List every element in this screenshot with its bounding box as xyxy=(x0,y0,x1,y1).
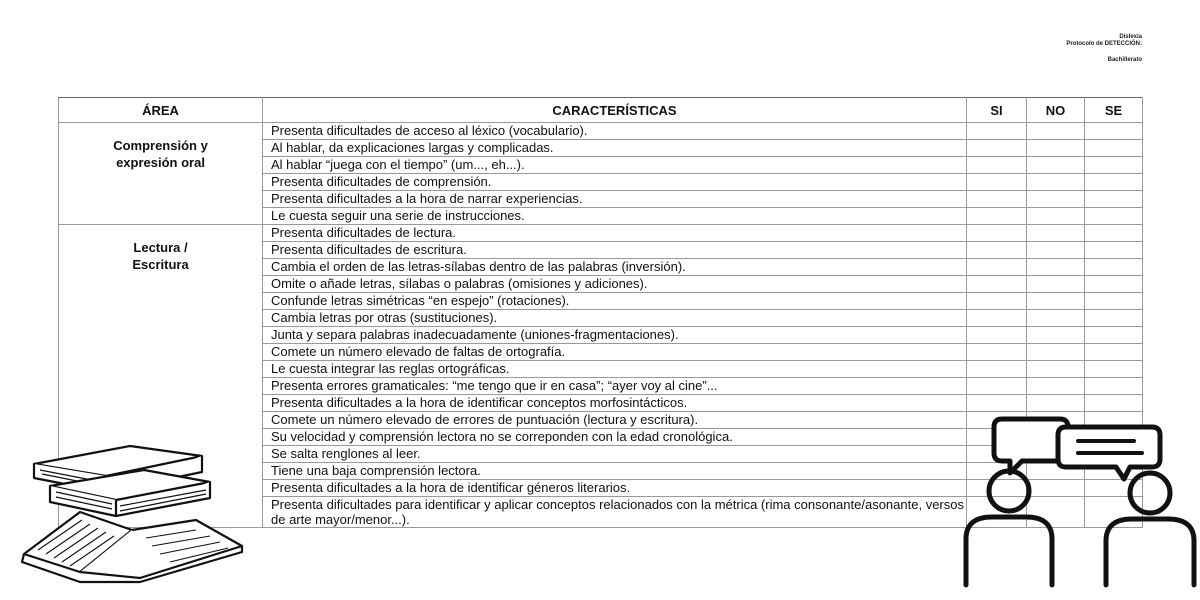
check-cell-se[interactable] xyxy=(1085,327,1143,344)
check-cell-si[interactable] xyxy=(967,361,1027,378)
check-cell-se[interactable] xyxy=(1085,293,1143,310)
check-cell-no[interactable] xyxy=(1027,157,1085,174)
check-cell-se[interactable] xyxy=(1085,191,1143,208)
header-protocol: Protocolo de DETECCIÓN: xyxy=(1066,41,1142,47)
check-cell-si[interactable] xyxy=(967,174,1027,191)
check-cell-no[interactable] xyxy=(1027,293,1085,310)
check-cell-no[interactable] xyxy=(1027,310,1085,327)
characteristic-cell: Comete un número elevado de errores de puntuación (lectura y escritura). xyxy=(263,412,967,429)
characteristic-cell: Se salta renglones al leer. xyxy=(263,446,967,463)
check-cell-se[interactable] xyxy=(1085,395,1143,412)
characteristic-cell: Cambia letras por otras (sustituciones). xyxy=(263,310,967,327)
area-label-line2: Escritura xyxy=(132,257,189,272)
check-cell-no[interactable] xyxy=(1027,259,1085,276)
col-si: SI xyxy=(967,98,1027,123)
area-label-line2: expresión oral xyxy=(116,155,205,170)
check-cell-se[interactable] xyxy=(1085,208,1143,225)
characteristic-cell: Cambia el orden de las letras-sílabas dentro de las palabras (inversión). xyxy=(263,259,967,276)
check-cell-se[interactable] xyxy=(1085,174,1143,191)
characteristic-cell: Le cuesta seguir una serie de instrucciones. xyxy=(263,208,967,225)
check-cell-se[interactable] xyxy=(1085,276,1143,293)
check-cell-si[interactable] xyxy=(967,276,1027,293)
check-cell-se[interactable] xyxy=(1085,123,1143,140)
col-caracteristicas: CARACTERÍSTICAS xyxy=(263,98,967,123)
area-cell xyxy=(59,123,263,225)
header-level: Bachillerato xyxy=(1107,57,1142,63)
check-cell-si[interactable] xyxy=(967,395,1027,412)
area-label-line1: Comprensión y xyxy=(113,138,208,153)
check-cell-si[interactable] xyxy=(967,140,1027,157)
check-cell-no[interactable] xyxy=(1027,344,1085,361)
check-cell-no[interactable] xyxy=(1027,327,1085,344)
check-cell-se[interactable] xyxy=(1085,225,1143,242)
check-cell-si[interactable] xyxy=(967,208,1027,225)
characteristic-cell: Le cuesta integrar las reglas ortográficas. xyxy=(263,361,967,378)
table-row xyxy=(59,123,1143,140)
check-cell-no[interactable] xyxy=(1027,378,1085,395)
characteristic-cell: Presenta dificultades de acceso al léxico (vocabulario). xyxy=(263,123,967,140)
document-header xyxy=(1066,34,1142,64)
check-cell-si[interactable] xyxy=(967,378,1027,395)
characteristic-cell: Al hablar, da explicaciones largas y complicadas. xyxy=(263,140,967,157)
check-cell-no[interactable] xyxy=(1027,174,1085,191)
characteristic-cell: Su velocidad y comprensión lectora no se correponden con la edad cronológica. xyxy=(263,429,967,446)
col-se: SE xyxy=(1085,98,1143,123)
header-title: Dislexia xyxy=(1119,34,1142,40)
check-cell-se[interactable] xyxy=(1085,378,1143,395)
check-cell-si[interactable] xyxy=(967,310,1027,327)
col-area: ÁREA xyxy=(59,98,263,123)
check-cell-no[interactable] xyxy=(1027,140,1085,157)
characteristic-cell: Presenta dificultades para identificar y aplicar conceptos relacionados con la métrica (rima consonante/asonante, versos de arte mayor/menor...). xyxy=(263,497,967,528)
check-cell-no[interactable] xyxy=(1027,361,1085,378)
characteristic-cell: Tiene una baja comprensión lectora. xyxy=(263,463,967,480)
characteristic-cell: Presenta dificultades de escritura. xyxy=(263,242,967,259)
conversation-icon xyxy=(962,413,1198,589)
col-no: NO xyxy=(1027,98,1085,123)
table-row xyxy=(59,225,1143,242)
characteristic-cell: Presenta dificultades a la hora de narrar experiencias. xyxy=(263,191,967,208)
characteristic-cell: Al hablar “juega con el tiempo” (um..., eh...). xyxy=(263,157,967,174)
books-icon xyxy=(20,442,246,584)
characteristic-cell: Presenta dificultades a la hora de identificar géneros literarios. xyxy=(263,480,967,497)
check-cell-se[interactable] xyxy=(1085,344,1143,361)
check-cell-si[interactable] xyxy=(967,157,1027,174)
check-cell-no[interactable] xyxy=(1027,208,1085,225)
check-cell-no[interactable] xyxy=(1027,123,1085,140)
check-cell-no[interactable] xyxy=(1027,395,1085,412)
check-cell-si[interactable] xyxy=(967,123,1027,140)
check-cell-se[interactable] xyxy=(1085,361,1143,378)
check-cell-se[interactable] xyxy=(1085,259,1143,276)
check-cell-si[interactable] xyxy=(967,293,1027,310)
check-cell-se[interactable] xyxy=(1085,140,1143,157)
check-cell-si[interactable] xyxy=(967,225,1027,242)
check-cell-no[interactable] xyxy=(1027,242,1085,259)
characteristic-cell: Comete un número elevado de faltas de ortografía. xyxy=(263,344,967,361)
table-header-row xyxy=(59,98,1143,123)
check-cell-se[interactable] xyxy=(1085,242,1143,259)
check-cell-si[interactable] xyxy=(967,344,1027,361)
characteristic-cell: Presenta dificultades de comprensión. xyxy=(263,174,967,191)
check-cell-si[interactable] xyxy=(967,242,1027,259)
characteristic-cell: Junta y separa palabras inadecuadamente (uniones-fragmentaciones). xyxy=(263,327,967,344)
area-label-line1: Lectura / xyxy=(133,240,188,255)
characteristic-cell: Presenta dificultades a la hora de identificar conceptos morfosintácticos. xyxy=(263,395,967,412)
check-cell-si[interactable] xyxy=(967,259,1027,276)
check-cell-se[interactable] xyxy=(1085,310,1143,327)
characteristic-cell: Confunde letras simétricas “en espejo” (rotaciones). xyxy=(263,293,967,310)
check-cell-no[interactable] xyxy=(1027,191,1085,208)
characteristic-cell: Presenta dificultades de lectura. xyxy=(263,225,967,242)
check-cell-si[interactable] xyxy=(967,327,1027,344)
characteristic-cell: Presenta errores gramaticales: “me tengo que ir en casa”; “ayer voy al cine”... xyxy=(263,378,967,395)
check-cell-si[interactable] xyxy=(967,191,1027,208)
check-cell-no[interactable] xyxy=(1027,225,1085,242)
check-cell-no[interactable] xyxy=(1027,276,1085,293)
characteristic-cell: Omite o añade letras, sílabas o palabras (omisiones y adiciones). xyxy=(263,276,967,293)
check-cell-se[interactable] xyxy=(1085,157,1143,174)
